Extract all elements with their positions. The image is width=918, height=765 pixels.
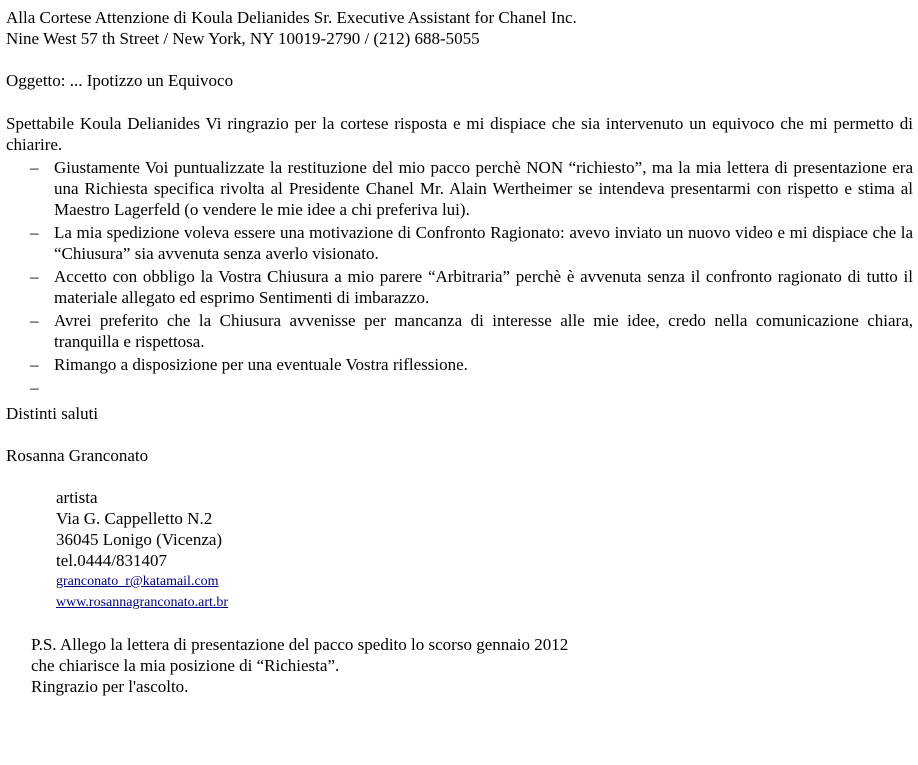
list-item-text: Accetto con obbligo la Vostra Chiusura a mio parere “Arbitraria” perchè è avvenuta senza il confronto ragionato di tutto il materiale allegato ed esprimo Sentimenti di imbarazzo. <box>54 267 913 307</box>
subject-line <box>6 70 913 91</box>
list-item <box>6 266 913 308</box>
closing <box>6 403 913 424</box>
ps-line-2: che chiarisce la mia posizione di “Richiesta”. <box>31 656 340 675</box>
subject-text: Oggetto: ... Ipotizzo un Equivoco <box>6 71 234 90</box>
list-item <box>6 354 913 375</box>
recipient-header <box>6 7 913 49</box>
dash-marker: – <box>30 267 39 286</box>
postscript <box>31 634 568 697</box>
bullet-list <box>6 157 913 398</box>
closing-text: Distinti saluti <box>6 404 99 423</box>
dash-marker: – <box>30 223 39 242</box>
list-item <box>6 222 913 264</box>
list-item-text: Rimango a disposizione per una eventuale Vostra riflessione. <box>54 355 468 374</box>
contact-email-row <box>56 571 228 592</box>
contact-role: artista <box>56 488 98 507</box>
dash-marker: – <box>30 158 39 177</box>
bullet-list-container <box>6 157 913 400</box>
recipient-address: Nine West 57 th Street / New York, NY 10019-2790 / (212) 688-5055 <box>6 29 480 48</box>
contact-city: 36045 Lonigo (Vicenza) <box>56 530 223 549</box>
contact-website-row <box>56 592 228 613</box>
contact-street: Via G. Cappelletto N.2 <box>56 509 213 528</box>
intro-paragraph: Spettabile Koula Delianides Vi ringrazio per la cortese risposta e mi dispiace che sia intervenuto un equivoco che mi permetto di chiarire. <box>6 114 913 154</box>
list-item-text: Avrei preferito che la Chiusura avvenisse per mancanza di interesse alle mie idee, credo nella comunicazione chiara, tranquilla e rispettosa. <box>54 311 913 351</box>
ps-line-3: Ringrazio per l'ascolto. <box>31 677 189 696</box>
signature <box>6 445 913 466</box>
dash-marker: – <box>30 378 39 397</box>
contact-block <box>56 487 228 613</box>
ps-line-1: P.S. Allego la lettera di presentazione del pacco spedito lo scorso gennaio 2012 <box>31 635 569 654</box>
dash-marker: – <box>30 311 39 330</box>
email-link[interactable]: granconato_r@katamail.com <box>56 574 219 589</box>
signature-name: Rosanna Granconato <box>6 446 149 465</box>
recipient-line: Alla Cortese Attenzione di Koula Delianides Sr. Executive Assistant for Chanel Inc. <box>6 8 577 27</box>
list-item <box>6 310 913 352</box>
contact-tel: tel.0444/831407 <box>56 551 167 570</box>
list-item <box>6 157 913 220</box>
website-link[interactable]: www.rosannagranconato.art.br <box>56 595 229 610</box>
list-item-text: La mia spedizione voleva essere una motivazione di Confronto Ragionato: avevo inviato un nuovo video e mi dispiace che la “Chiusura” sia avvenuta senza averlo visionato. <box>54 223 913 263</box>
list-item-text: Giustamente Voi puntualizzate la restituzione del mio pacco perchè NON “richiesto”, ma la mia lettera di presentazione era una Richiesta specifica rivolta al Presidente Chanel Mr. Alain Wertheimer se intendeva presentarmi con rispetto e stima al Maestro Lagerfeld (o vendere le mie idee a chi preferiva lui). <box>54 158 913 219</box>
list-item-empty <box>6 377 913 398</box>
dash-marker: – <box>30 355 39 374</box>
